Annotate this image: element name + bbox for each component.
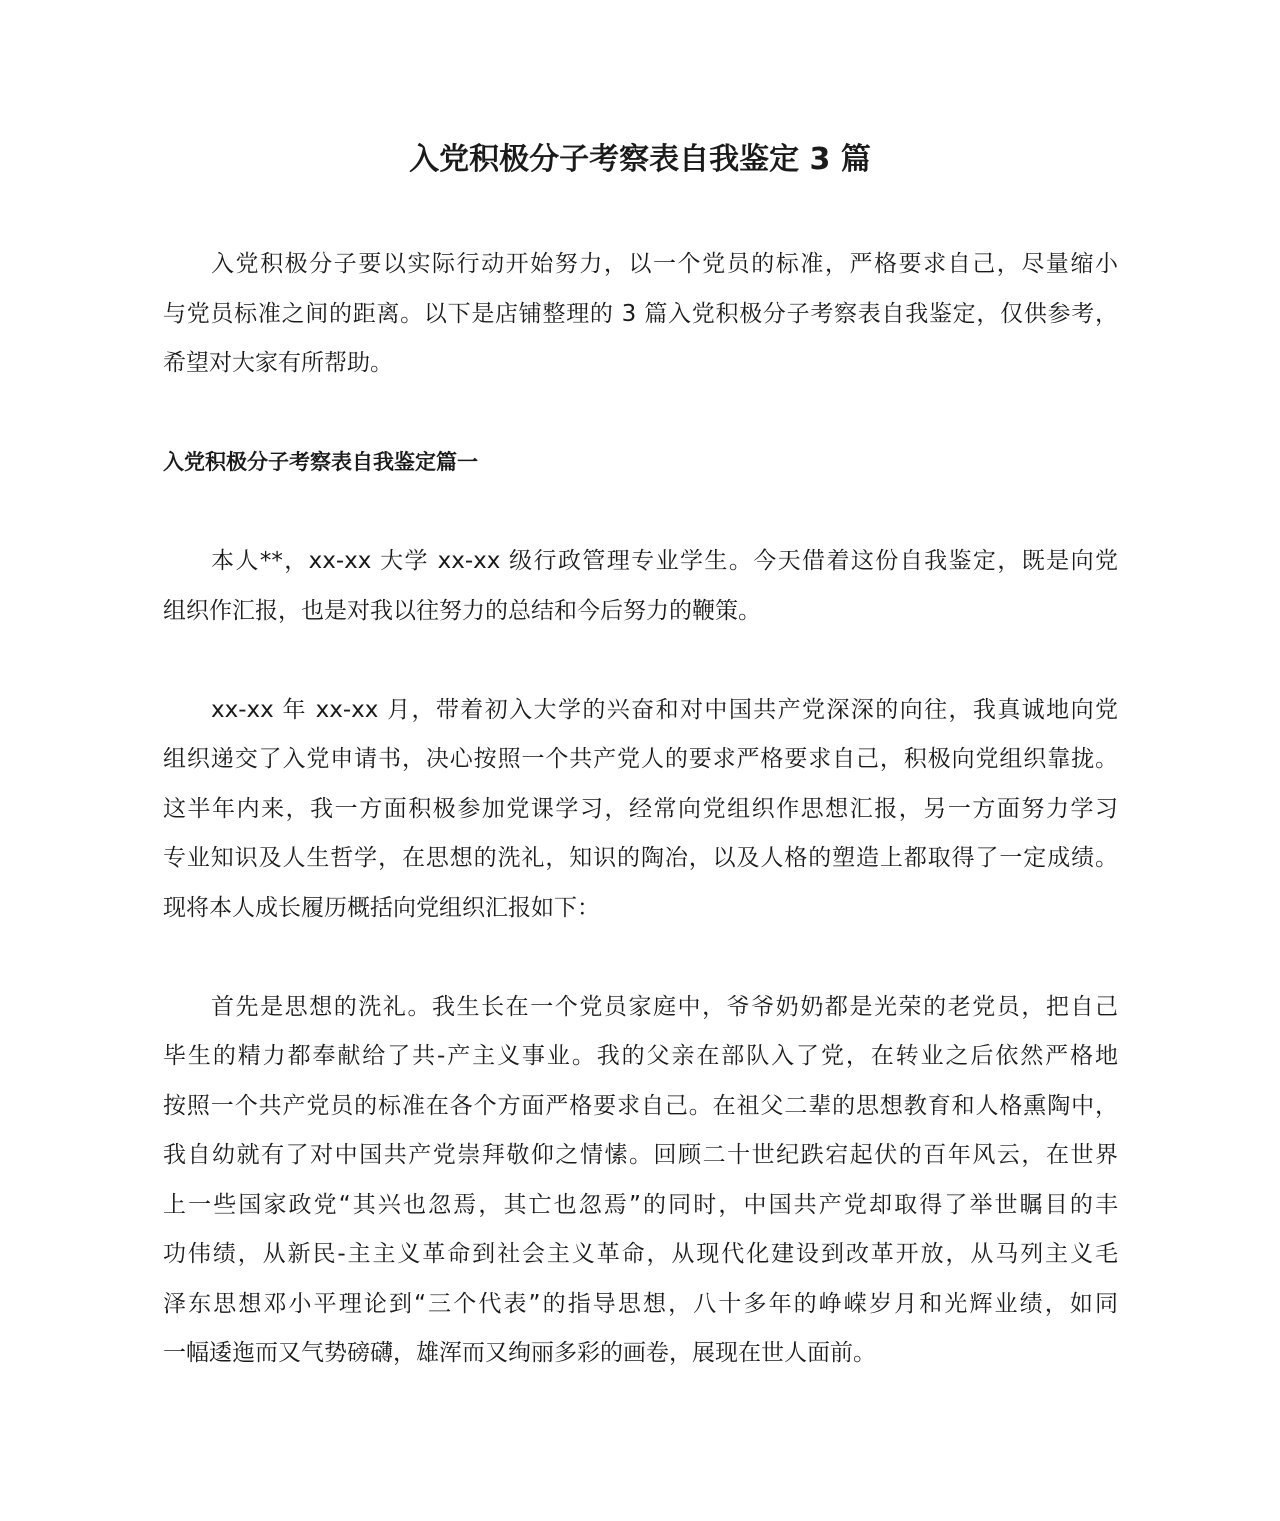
paragraph-3 bbox=[163, 983, 1118, 1379]
text-line: xx-xx 年 xx-xx 月，带着初入大学的兴奋和对中国共产党深深的向往，我真诚地向党 bbox=[211, 696, 1118, 723]
text-line: 泽东思想邓小平理论到“三个代表”的指导思想，八十多年的峥嵘岁月和光辉业绩，如同 bbox=[163, 1290, 1118, 1317]
paragraph-2 bbox=[163, 686, 1118, 934]
text-line: 一幅逶迤而又气势磅礴，雄浑而又绚丽多彩的画卷，展现在世人面前。 bbox=[163, 1340, 876, 1366]
paragraph-1 bbox=[163, 537, 1118, 636]
document-title: 入党积极分子考察表自我鉴定 3 篇 bbox=[409, 142, 871, 177]
text-line: 现将本人成长履历概括向党组织汇报如下： bbox=[163, 894, 600, 921]
text-line: 首先是思想的洗礼。我生长在一个党员家庭中，爷爷奶奶都是光荣的老党员，把自己 bbox=[211, 993, 1118, 1020]
section-heading: 入党积极分子考察表自我鉴定篇一 bbox=[163, 450, 478, 474]
text-line: 毕生的精力都奉献给了共-产主义事业。我的父亲在部队入了党，在转业之后依然严格地 bbox=[163, 1043, 1118, 1069]
text-line: 组织递交了入党申请书，决心按照一个共产党人的要求严格要求自己，积极向党组织靠拢。 bbox=[163, 746, 1118, 772]
text-line: 专业知识及人生哲学，在思想的洗礼，知识的陶冶，以及人格的塑造上都取得了一定成绩。 bbox=[163, 845, 1118, 871]
text-line: 功伟绩，从新民-主主义革命到社会主义革命，从现代化建设到改革开放，从马列主义毛 bbox=[163, 1241, 1118, 1267]
intro-paragraph bbox=[163, 240, 1118, 389]
text-line: 我自幼就有了对中国共产党崇拜敬仰之情愫。回顾二十世纪跌宕起伏的百年风云，在世界 bbox=[163, 1142, 1118, 1168]
text-line: 上一些国家政党“其兴也忽焉，其亡也忽焉”的同时，中国共产党却取得了举世瞩目的丰 bbox=[163, 1191, 1118, 1218]
text-line: 这半年内来，我一方面积极参加党课学习，经常向党组织作思想汇报，另一方面努力学习 bbox=[163, 795, 1118, 822]
text-line: 组织作汇报，也是对我以往努力的总结和今后努力的鞭策。 bbox=[163, 597, 761, 624]
text-line: 本人**，xx-xx 大学 xx-xx 级行政管理专业学生。今天借着这份自我鉴定，既是向党 bbox=[211, 548, 1118, 574]
text-line: 入党积极分子要以实际行动开始努力，以一个党员的标准，严格要求自己，尽量缩小 bbox=[211, 251, 1118, 277]
text-line: 与党员标准之间的距离。以下是店铺整理的 3 篇入党积极分子考察表自我鉴定，仅供参考， bbox=[163, 300, 1118, 327]
text-line: 希望对大家有所帮助。 bbox=[163, 350, 393, 376]
text-line: 按照一个共产党员的标准在各个方面严格要求自己。在祖父二辈的思想教育和人格熏陶中， bbox=[163, 1092, 1118, 1119]
document-body bbox=[163, 240, 1118, 1428]
